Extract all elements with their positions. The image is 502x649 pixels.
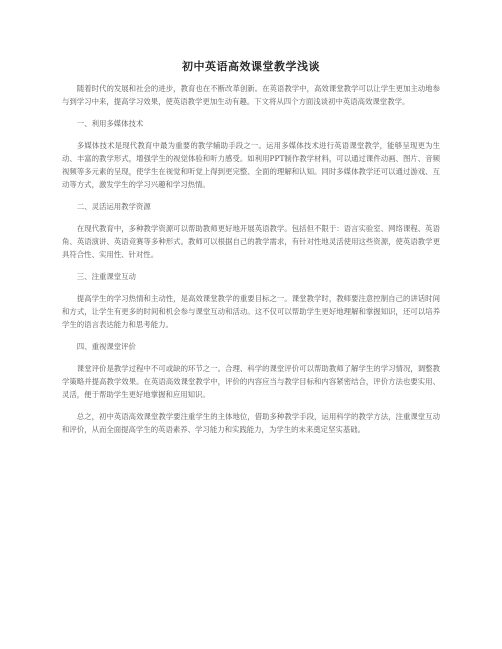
section-heading-1: 一、利用多媒体技术: [76, 119, 144, 128]
document-body: [62, 82, 440, 445]
document-title: 初中英语高效课堂教学浅谈: [182, 60, 320, 73]
section-heading-2: 二、灵活运用教学资源: [76, 202, 151, 211]
section-body-4: 课堂评价是教学过程中不可或缺的环节之一。合理、科学的课堂评价可以帮助教师了解学生的学习情况，调整教学策略并提高教学效果。在英语高效课堂教学中，评价的内容应当与教学目标和内容紧密结合，评价方法也要实用、灵活，便于帮助学生更好地掌握和应用知识。: [62, 364, 440, 399]
section-body-3: 提高学生的学习热情和主动性，是高效课堂教学的重要目标之一。课堂教学时，教师要注意控制自己的讲话时间和方式，让学生有更多的时间和机会参与课堂互动和活动。这不仅可以帮助学生更好地理解和掌握知识，还可以培养学生的语言表达能力和思考能力。: [62, 294, 440, 329]
conclusion-paragraph: 总之，初中英语高效课堂教学要注重学生的主体地位，借助多种教学手段，运用科学的教学方法，注重课堂互动和评价，从而全面提高学生的英语素养、学习能力和实践能力，为学生的未来奠定坚实基础。: [62, 412, 440, 434]
section-heading-4: 四、重视课堂评价: [76, 342, 136, 351]
section-body-2: 在现代教育中，多种教学资源可以帮助教师更好地开展英语教学。包括但不限于：语言实验室、网络课程、英语角、英语演讲、英语竞赛等多种形式。教师可以根据自己的教学需求，有针对性地灵活使用这些资源，使英语教学更具符合性、实用性、针对性。: [62, 224, 440, 259]
section-body-1: 多媒体技术是现代教育中最为重要的教学辅助手段之一。运用多媒体技术进行英语课堂教学，能够呈现更为生动、丰富的教学形式，增强学生的视觉体验和听力感受。如利用PPT制作教学材料，可以通过课件动画、图片、音频视频等多元素的呈现，使学生在视觉和听觉上得到更完整、全面的理解和认知。同时多媒体教学还可以通过游戏、互动等方式，激发学生的学习兴趣和学习热情。: [62, 141, 440, 189]
section-heading-3: 三、注重课堂互动: [76, 272, 136, 281]
intro-paragraph: 随着时代的发展和社会的进步，教育也在不断改革创新。在英语教学中，高效课堂教学可以让学生更加主动地参与到学习中来，提高学习效果，使英语教学更加生动有趣。下文将从四个方面浅谈初中英语高效课堂教学。: [62, 84, 440, 106]
